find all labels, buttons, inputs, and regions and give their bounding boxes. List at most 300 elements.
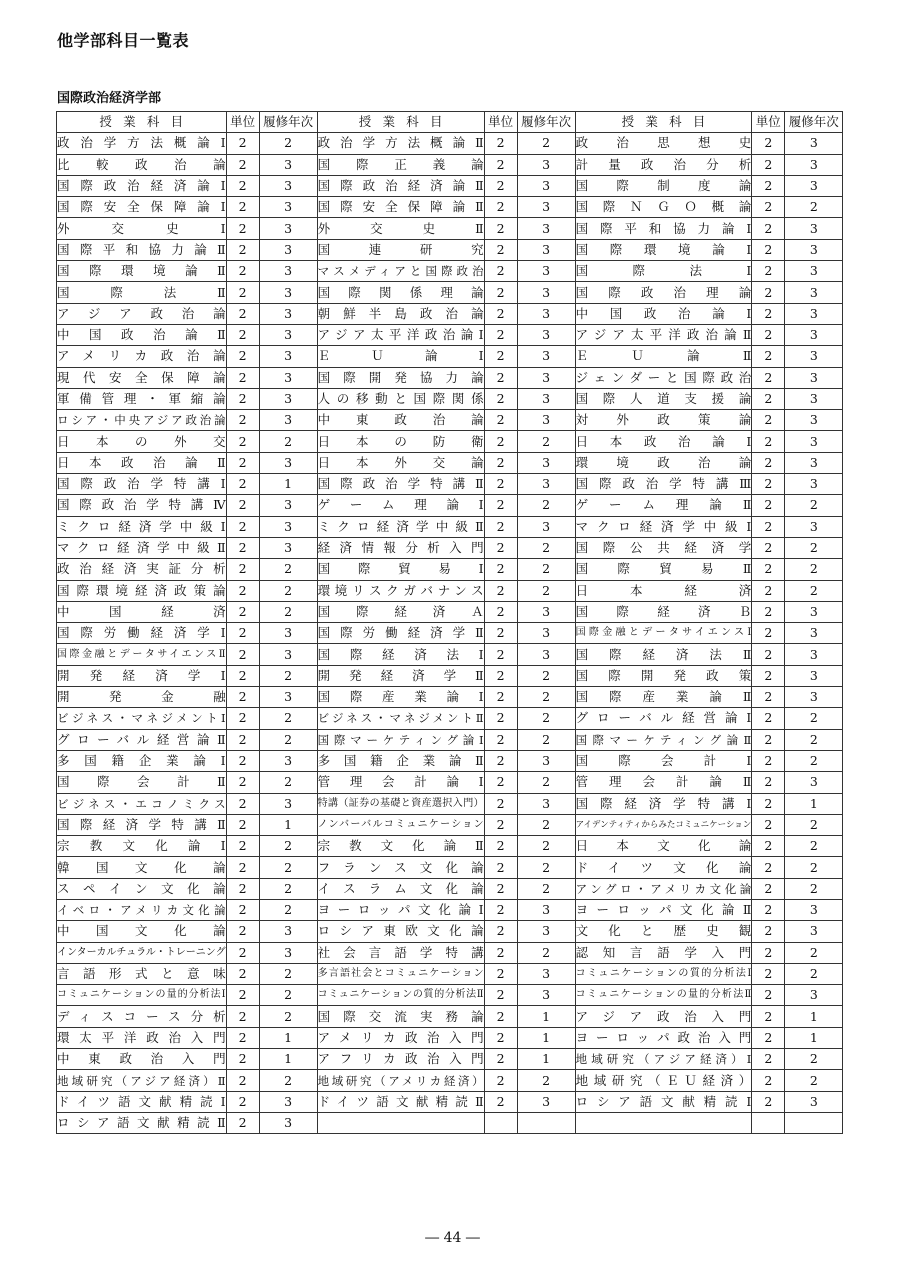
credits-cell: 2 [752, 601, 785, 622]
empty-cell [484, 1112, 517, 1133]
year-cell: 2 [517, 708, 575, 729]
year-cell: 3 [517, 261, 575, 282]
course-name-cell: 対外政策論 [575, 410, 752, 431]
year-cell: 2 [259, 878, 317, 899]
credits-cell: 2 [484, 687, 517, 708]
course-name-cell: フランス文化論 [317, 857, 484, 878]
year-cell: 3 [259, 282, 317, 303]
course-name-cell: ドイツ文化論 [575, 857, 752, 878]
year-cell: 2 [517, 729, 575, 750]
credits-cell: 2 [484, 708, 517, 729]
credits-cell: 2 [484, 601, 517, 622]
credits-cell: 2 [752, 1070, 785, 1091]
year-cell: 2 [517, 772, 575, 793]
course-name-cell: 地域研究（ＥＵ経済） [575, 1070, 752, 1091]
course-name-cell: ヨーロッパ文化論Ⅰ [317, 899, 484, 920]
year-cell: 2 [259, 899, 317, 920]
course-name-cell: 認知言語学入門 [575, 942, 752, 963]
year-cell: 2 [785, 836, 843, 857]
credits-cell: 2 [752, 537, 785, 558]
table-row [57, 175, 843, 196]
credits-cell: 2 [484, 239, 517, 260]
year-cell: 2 [259, 857, 317, 878]
table-row [57, 623, 843, 644]
course-name-cell: 日本の外交 [57, 431, 227, 452]
course-name-cell: 国際安全保障論Ⅰ [57, 197, 227, 218]
credits-cell: 2 [484, 303, 517, 324]
course-name-cell: アングロ・アメリカ文化論 [575, 878, 752, 899]
year-cell: 3 [785, 452, 843, 473]
course-name-cell: 国際開発協力論 [317, 367, 484, 388]
credits-cell: 2 [484, 431, 517, 452]
course-name-cell: 地域研究（アジア経済）Ⅱ [57, 1070, 227, 1091]
course-table [56, 111, 843, 1134]
credits-cell: 2 [226, 836, 259, 857]
course-name-cell: アジア政治入門 [575, 1006, 752, 1027]
course-name-cell: 中東政治論 [317, 410, 484, 431]
course-name-cell: 多言語社会とコミュニケーション [317, 963, 484, 984]
header-course: 授業科目 [57, 112, 227, 133]
credits-cell: 2 [752, 367, 785, 388]
year-cell: 1 [259, 474, 317, 495]
table-row [57, 793, 843, 814]
course-name-cell: 社会言語学特講 [317, 942, 484, 963]
table-row [57, 963, 843, 984]
year-cell: 2 [785, 1070, 843, 1091]
course-name-cell: マクロ経済学中級Ⅰ [575, 516, 752, 537]
credits-cell: 2 [226, 495, 259, 516]
course-name-cell: 国際政治理論 [575, 282, 752, 303]
course-name-cell: 日本外交論 [317, 452, 484, 473]
table-row [57, 324, 843, 345]
course-name-cell: 日本政治論Ⅰ [575, 431, 752, 452]
year-cell: 3 [259, 239, 317, 260]
credits-cell: 2 [226, 324, 259, 345]
year-cell: 3 [259, 388, 317, 409]
credits-cell: 2 [484, 665, 517, 686]
credits-cell: 2 [226, 410, 259, 431]
year-cell: 3 [785, 133, 843, 154]
year-cell: 2 [785, 1049, 843, 1070]
course-name-cell: コミュニケーションの質的分析法Ⅱ [317, 985, 484, 1006]
credits-cell: 2 [226, 303, 259, 324]
year-cell: 3 [259, 197, 317, 218]
table-row [57, 197, 843, 218]
table-row [57, 1049, 843, 1070]
credits-cell: 2 [226, 899, 259, 920]
year-cell: 3 [259, 644, 317, 665]
year-cell: 3 [785, 410, 843, 431]
credits-cell: 2 [226, 239, 259, 260]
course-name-cell: 国際平和協力論Ⅰ [575, 218, 752, 239]
credits-cell: 2 [226, 175, 259, 196]
year-cell: 2 [785, 750, 843, 771]
year-cell: 3 [259, 410, 317, 431]
course-name-cell: イスラム文化論 [317, 878, 484, 899]
course-name-cell: 開発金融 [57, 687, 227, 708]
table-row [57, 1027, 843, 1048]
course-name-cell: 開発経済学Ⅱ [317, 665, 484, 686]
year-cell: 3 [259, 942, 317, 963]
course-name-cell: 中国政治論Ⅰ [575, 303, 752, 324]
header-course: 授業科目 [575, 112, 752, 133]
year-cell: 2 [259, 431, 317, 452]
year-cell: 2 [785, 878, 843, 899]
credits-cell: 2 [226, 687, 259, 708]
year-cell: 2 [785, 197, 843, 218]
year-cell: 2 [259, 601, 317, 622]
course-name-cell: アフリカ政治入門 [317, 1049, 484, 1070]
credits-cell: 2 [226, 367, 259, 388]
course-name-cell: 国際会計Ⅱ [57, 772, 227, 793]
course-name-cell: インターカルチュラル・トレーニング [57, 942, 227, 963]
year-cell: 2 [785, 559, 843, 580]
table-row [57, 218, 843, 239]
credits-cell: 2 [752, 772, 785, 793]
credits-cell: 2 [484, 1091, 517, 1112]
credits-cell: 2 [484, 559, 517, 580]
year-cell: 2 [517, 687, 575, 708]
course-name-cell: ロシア東欧文化論 [317, 921, 484, 942]
credits-cell: 2 [752, 346, 785, 367]
year-cell: 3 [517, 346, 575, 367]
year-cell: 3 [517, 410, 575, 431]
year-cell: 3 [517, 921, 575, 942]
credits-cell: 2 [226, 772, 259, 793]
course-name-cell: 国際法Ⅱ [57, 282, 227, 303]
credits-cell: 2 [752, 750, 785, 771]
credits-cell: 2 [226, 1112, 259, 1133]
table-row [57, 516, 843, 537]
course-name-cell: 環太平洋政治入門 [57, 1027, 227, 1048]
credits-cell: 2 [484, 729, 517, 750]
credits-cell: 2 [484, 985, 517, 1006]
course-name-cell: 国際正義論 [317, 154, 484, 175]
course-name-cell: コミュニケーションの量的分析法Ⅱ [575, 985, 752, 1006]
course-name-cell: 国際関係理論 [317, 282, 484, 303]
course-name-cell: 宗教文化論Ⅱ [317, 836, 484, 857]
year-cell: 2 [785, 963, 843, 984]
course-name-cell: 中国文化論 [57, 921, 227, 942]
table-row [57, 942, 843, 963]
credits-cell: 2 [226, 985, 259, 1006]
year-cell: 2 [259, 133, 317, 154]
year-cell: 1 [517, 1027, 575, 1048]
year-cell: 2 [517, 133, 575, 154]
course-name-cell: 国際会計Ⅰ [575, 750, 752, 771]
credits-cell: 2 [226, 154, 259, 175]
course-name-cell: ゲーム理論Ⅱ [575, 495, 752, 516]
year-cell: 3 [517, 154, 575, 175]
course-name-cell: コミュニケーションの量的分析法Ⅰ [57, 985, 227, 1006]
year-cell: 3 [517, 644, 575, 665]
credits-cell: 2 [484, 410, 517, 431]
course-name-cell: ロシア語文献精読Ⅰ [575, 1091, 752, 1112]
course-name-cell: アジア太平洋政治論Ⅱ [575, 324, 752, 345]
credits-cell: 2 [484, 495, 517, 516]
course-name-cell: 国際安全保障論Ⅱ [317, 197, 484, 218]
year-cell: 3 [259, 367, 317, 388]
year-cell: 3 [517, 985, 575, 1006]
year-cell: 3 [785, 772, 843, 793]
year-cell: 2 [517, 495, 575, 516]
credits-cell: 2 [484, 537, 517, 558]
course-name-cell: 韓国文化論 [57, 857, 227, 878]
course-name-cell: グローバル経営論Ⅱ [57, 729, 227, 750]
credits-cell: 2 [484, 452, 517, 473]
credits-cell: 2 [226, 793, 259, 814]
year-cell: 2 [517, 836, 575, 857]
course-name-cell: 国際貿易Ⅱ [575, 559, 752, 580]
year-cell: 2 [259, 665, 317, 686]
credits-cell: 2 [226, 942, 259, 963]
year-cell: 2 [259, 772, 317, 793]
table-row [57, 878, 843, 899]
course-name-cell: ゲーム理論Ⅰ [317, 495, 484, 516]
table-row [57, 239, 843, 260]
course-name-cell: 比較政治論 [57, 154, 227, 175]
year-cell: 3 [259, 495, 317, 516]
year-cell: 3 [517, 282, 575, 303]
credits-cell: 2 [752, 559, 785, 580]
year-cell: 3 [259, 218, 317, 239]
course-name-cell: 地域研究（アジア経済）Ⅰ [575, 1049, 752, 1070]
year-cell: 3 [517, 899, 575, 920]
table-row [57, 367, 843, 388]
year-cell: 3 [785, 346, 843, 367]
course-name-cell: 国際政治学特講Ⅲ [575, 474, 752, 495]
year-cell: 3 [785, 623, 843, 644]
table-row [57, 772, 843, 793]
year-cell: 3 [785, 687, 843, 708]
credits-cell: 2 [226, 474, 259, 495]
year-cell: 1 [259, 814, 317, 835]
course-name-cell: 国際人道支援論 [575, 388, 752, 409]
credits-cell: 2 [752, 474, 785, 495]
year-cell: 2 [785, 942, 843, 963]
header-year: 履修年次 [517, 112, 575, 133]
table-row [57, 559, 843, 580]
table-row [57, 1070, 843, 1091]
course-name-cell: 国際交流実務論 [317, 1006, 484, 1027]
credits-cell: 2 [226, 537, 259, 558]
course-name-cell: 国際制度論 [575, 175, 752, 196]
year-cell: 3 [785, 516, 843, 537]
credits-cell: 2 [226, 623, 259, 644]
course-name-cell: 国際環境論Ⅰ [575, 239, 752, 260]
credits-cell: 2 [752, 644, 785, 665]
table-row [57, 814, 843, 835]
credits-cell: 2 [226, 388, 259, 409]
course-name-cell: 人の移動と国際関係 [317, 388, 484, 409]
year-cell: 3 [785, 218, 843, 239]
table-row [57, 410, 843, 431]
header-course: 授業科目 [317, 112, 484, 133]
credits-cell: 2 [226, 921, 259, 942]
credits-cell: 2 [484, 878, 517, 899]
year-cell: 2 [517, 559, 575, 580]
credits-cell: 2 [484, 197, 517, 218]
credits-cell: 2 [484, 282, 517, 303]
course-name-cell: マクロ経済学中級Ⅱ [57, 537, 227, 558]
credits-cell: 2 [752, 154, 785, 175]
course-name-cell: 現代安全保障論 [57, 367, 227, 388]
year-cell: 3 [517, 452, 575, 473]
course-name-cell: ノンバーバルコミュニケーション [317, 814, 484, 835]
credits-cell: 2 [484, 772, 517, 793]
year-cell: 1 [785, 793, 843, 814]
year-cell: 3 [785, 665, 843, 686]
course-name-cell: ＥＵ論Ⅰ [317, 346, 484, 367]
table-row [57, 729, 843, 750]
credits-cell: 2 [484, 346, 517, 367]
table-row [57, 452, 843, 473]
year-cell: 3 [785, 388, 843, 409]
course-name-cell: ドイツ語文献精読Ⅰ [57, 1091, 227, 1112]
year-cell: 3 [259, 623, 317, 644]
course-name-cell: 管理会計論Ⅰ [317, 772, 484, 793]
year-cell: 2 [517, 1070, 575, 1091]
credits-cell: 2 [752, 282, 785, 303]
table-row [57, 644, 843, 665]
credits-cell: 2 [226, 750, 259, 771]
year-cell: 3 [785, 474, 843, 495]
table-row [57, 154, 843, 175]
year-cell: 3 [259, 750, 317, 771]
year-cell: 1 [259, 1027, 317, 1048]
year-cell: 3 [517, 1091, 575, 1112]
course-name-cell: 国際政治学特講Ⅰ [57, 474, 227, 495]
year-cell: 3 [517, 303, 575, 324]
table-header-row [57, 112, 843, 133]
course-name-cell: アイデンティティからみたコミュニケーション [575, 814, 752, 835]
year-cell: 3 [785, 601, 843, 622]
empty-cell [317, 1112, 484, 1133]
credits-cell: 2 [484, 921, 517, 942]
credits-cell: 2 [752, 303, 785, 324]
table-row [57, 687, 843, 708]
year-cell: 2 [259, 708, 317, 729]
course-name-cell: ヨーロッパ文化論Ⅱ [575, 899, 752, 920]
table-row [57, 261, 843, 282]
credits-cell: 2 [226, 197, 259, 218]
credits-cell: 2 [484, 516, 517, 537]
course-name-cell: 政治学方法概論Ⅰ [57, 133, 227, 154]
year-cell: 3 [785, 899, 843, 920]
year-cell: 3 [785, 282, 843, 303]
course-name-cell: アメリカ政治入門 [317, 1027, 484, 1048]
year-cell: 3 [517, 474, 575, 495]
course-name-cell: 言語形式と意味 [57, 963, 227, 984]
course-name-cell: 国際経済法Ⅰ [317, 644, 484, 665]
year-cell: 2 [785, 729, 843, 750]
page-number: ― 44 ― [425, 1230, 480, 1246]
credits-cell: 2 [226, 1027, 259, 1048]
credits-cell: 2 [226, 857, 259, 878]
course-name-cell: 国際金融とデータサイエンスⅠ [575, 623, 752, 644]
year-cell: 1 [785, 1006, 843, 1027]
year-cell: 3 [259, 303, 317, 324]
header-year: 履修年次 [785, 112, 843, 133]
course-name-cell: 国際産業論Ⅰ [317, 687, 484, 708]
course-name-cell: 国際マーケティング論Ⅱ [575, 729, 752, 750]
credits-cell: 2 [752, 197, 785, 218]
table-row [57, 985, 843, 1006]
credits-cell: 2 [752, 921, 785, 942]
credits-cell: 2 [752, 261, 785, 282]
credits-cell: 2 [226, 346, 259, 367]
year-cell: 3 [259, 346, 317, 367]
course-name-cell: 国際平和協力論Ⅱ [57, 239, 227, 260]
course-name-cell: 国際ＮＧＯ概論 [575, 197, 752, 218]
year-cell: 1 [517, 1006, 575, 1027]
credits-cell: 2 [752, 985, 785, 1006]
course-name-cell: 特講（証券の基礎と資産選択入門） [317, 793, 484, 814]
table-row [57, 750, 843, 771]
year-cell: 3 [785, 985, 843, 1006]
course-name-cell: グローバル経営論Ⅰ [575, 708, 752, 729]
table-row [57, 346, 843, 367]
year-cell: 3 [785, 324, 843, 345]
year-cell: 3 [517, 601, 575, 622]
credits-cell: 2 [226, 708, 259, 729]
course-name-cell: 国際政治学特講Ⅳ [57, 495, 227, 516]
year-cell: 3 [517, 750, 575, 771]
course-name-cell: 外交史Ⅰ [57, 218, 227, 239]
credits-cell: 2 [226, 282, 259, 303]
course-name-cell: 国際労働経済学Ⅱ [317, 623, 484, 644]
year-cell: 3 [259, 261, 317, 282]
year-cell: 3 [259, 516, 317, 537]
credits-cell: 2 [226, 559, 259, 580]
credits-cell: 2 [752, 239, 785, 260]
year-cell: 1 [517, 1049, 575, 1070]
credits-cell: 2 [226, 1006, 259, 1027]
year-cell: 2 [785, 537, 843, 558]
course-name-cell: 国際産業論Ⅱ [575, 687, 752, 708]
credits-cell: 2 [484, 1049, 517, 1070]
year-cell: 1 [785, 1027, 843, 1048]
course-name-cell: 政治学方法概論Ⅱ [317, 133, 484, 154]
table-row [57, 1091, 843, 1112]
course-name-cell: 国際マーケティング論Ⅰ [317, 729, 484, 750]
year-cell: 3 [517, 324, 575, 345]
course-name-cell: 国際金融とデータサイエンスⅡ [57, 644, 227, 665]
course-name-cell: 日本政治論Ⅱ [57, 452, 227, 473]
year-cell: 3 [785, 261, 843, 282]
credits-cell: 2 [752, 495, 785, 516]
course-name-cell: ロシア・中央アジア政治論 [57, 410, 227, 431]
year-cell: 3 [259, 793, 317, 814]
credits-cell: 2 [226, 1070, 259, 1091]
credits-cell: 2 [484, 814, 517, 835]
year-cell: 2 [785, 580, 843, 601]
table-row [57, 857, 843, 878]
credits-cell: 2 [484, 963, 517, 984]
course-name-cell: 中東政治入門 [57, 1049, 227, 1070]
credits-cell: 2 [226, 516, 259, 537]
credits-cell: 2 [484, 133, 517, 154]
table-row [57, 474, 843, 495]
course-name-cell: 地域研究（アメリカ経済） [317, 1070, 484, 1091]
table-row [57, 303, 843, 324]
year-cell: 3 [517, 367, 575, 388]
credits-cell: 2 [226, 601, 259, 622]
course-name-cell: 国際開発政策 [575, 665, 752, 686]
year-cell: 3 [785, 921, 843, 942]
credits-cell: 2 [752, 324, 785, 345]
credits-cell: 2 [226, 133, 259, 154]
